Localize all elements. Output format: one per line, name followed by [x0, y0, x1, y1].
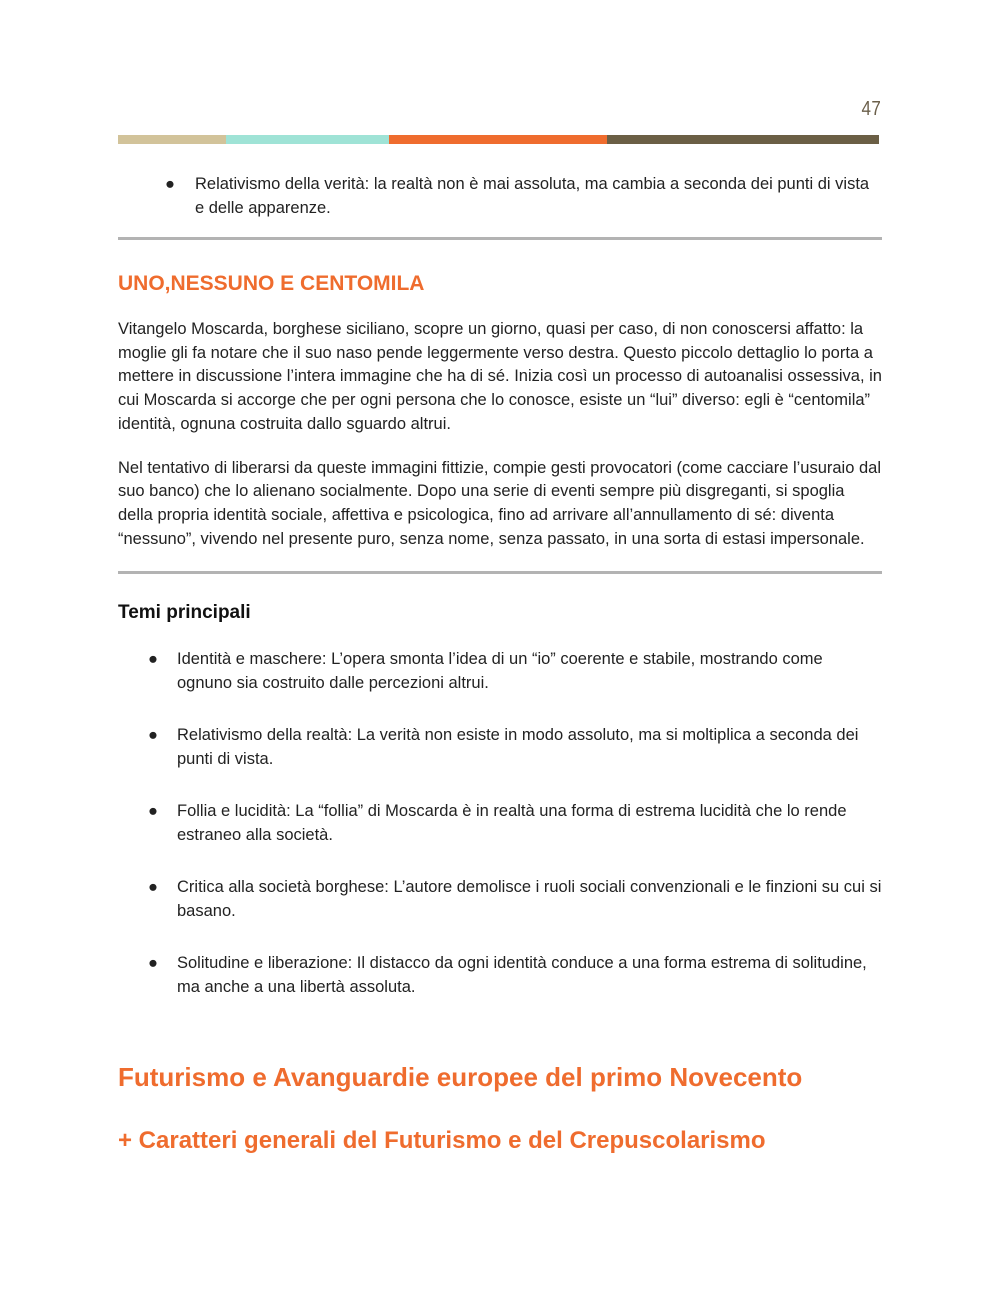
bullet-icon: ● — [148, 650, 158, 669]
top-bullet-item — [118, 172, 882, 220]
theme-item — [118, 875, 882, 923]
bullet-icon: ● — [165, 175, 175, 193]
themes-heading: Temi principali — [118, 602, 251, 624]
themes-list — [118, 647, 882, 999]
theme-item-text: Solitudine e liberazione: Il distacco da ogni identità conduce a una forma estrema di solitudine, ma anche a una libertà assoluta. — [177, 954, 867, 997]
section-divider — [118, 237, 882, 240]
bullet-icon: ● — [148, 726, 158, 745]
top-bullet-text: Relativismo della verità: la realtà non è mai assoluta, ma cambia a seconda dei punti di vista e delle apparenze. — [195, 175, 870, 217]
color-bar-segment-1 — [118, 135, 226, 144]
theme-item — [118, 723, 882, 771]
section-paragraph-1: Vitangelo Moscarda, borghese siciliano, scopre un giorno, quasi per caso, di non conoscersi affatto: la moglie gli fa notare che il suo naso pende leggermente verso destra. Questo piccolo dettaglio lo porta a mettere in discussione l’intera immagine che ha di sé. Inizia così un processo di autoanalisi ossessiva, in cui Moscarda si accorge che per ogni persona che lo conosce, esiste un “lui” diverso: egli è “centomila” identità, ognuna costruita dallo sguardo altrui. — [118, 320, 882, 433]
header-color-bar — [118, 135, 879, 144]
page-number: 47 — [861, 98, 881, 120]
theme-item-text: Relativismo della realtà: La verità non esiste in modo assoluto, ma si moltiplica a seconda dei punti di vista. — [177, 726, 859, 769]
theme-item — [118, 951, 882, 999]
theme-item-text: Critica alla società borghese: L’autore demolisce i ruoli sociali convenzionali e le finzioni su cui si basano. — [177, 878, 882, 921]
bullet-icon: ● — [148, 954, 158, 973]
chapter-subheading: + Caratteri generali del Futurismo e del Crepuscolarismo — [118, 1127, 766, 1155]
page-content — [118, 172, 882, 1157]
theme-item — [118, 799, 882, 847]
section-heading: UNO,NESSUNO E CENTOMILA — [118, 272, 425, 295]
section-paragraph-2: Nel tentativo di liberarsi da queste immagini fittizie, compie gesti provocatori (come cacciare l’usuraio dal suo banco) che lo alienano socialmente. Dopo una serie di eventi sempre più disgreganti, si spoglia della propria identità sociale, affettiva e psicologica, fino ad arrivare all’annullamento di sé: diventa “nessuno”, vivendo nel presente puro, senza nome, senza passato, in una sorta di estasi impersonale. — [118, 458, 882, 548]
section-divider — [118, 571, 882, 574]
color-bar-segment-4 — [607, 135, 879, 144]
color-bar-segment-3 — [389, 135, 607, 144]
theme-item — [118, 647, 882, 695]
bullet-icon: ● — [148, 802, 158, 821]
color-bar-segment-2 — [226, 135, 389, 144]
theme-item-text: Identità e maschere: L’opera smonta l’idea di un “io” coerente e stabile, mostrando come ognuno sia costruito dalle percezioni altrui. — [177, 650, 823, 693]
bullet-icon: ● — [148, 878, 158, 897]
theme-item-text: Follia e lucidità: La “follia” di Moscarda è in realtà una forma di estrema lucidità che lo rende estraneo alla società. — [177, 802, 847, 845]
chapter-heading: Futurismo e Avanguardie europee del primo Novecento — [118, 1062, 803, 1093]
